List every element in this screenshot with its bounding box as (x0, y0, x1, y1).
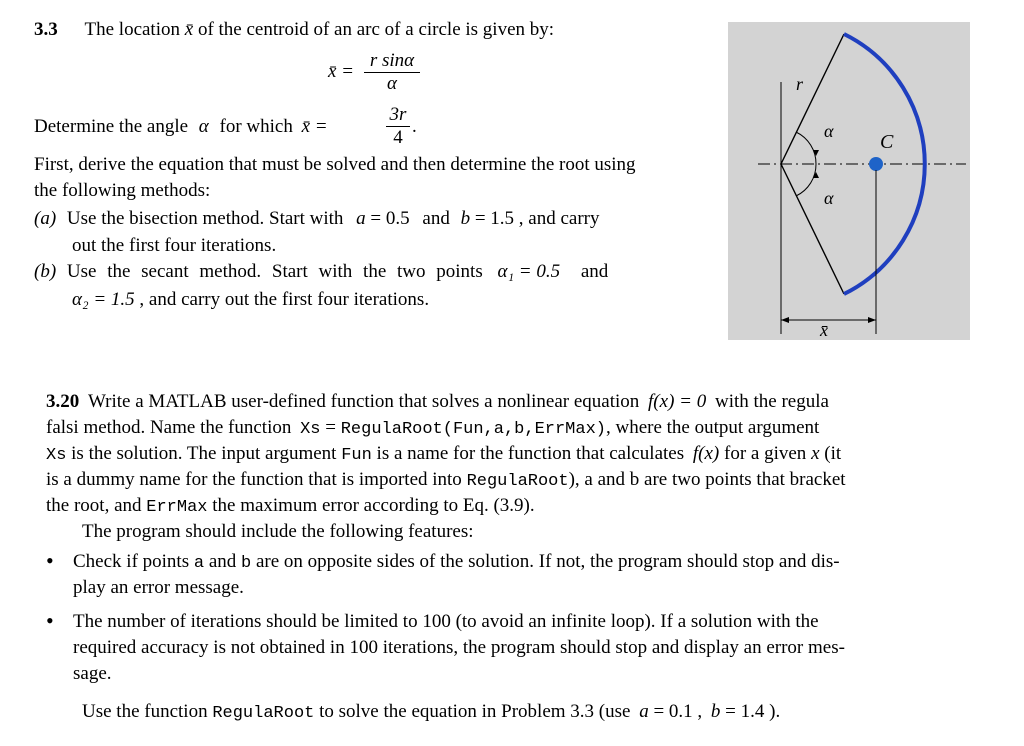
first-line-2: the following methods: (34, 180, 211, 201)
p320-l3-end: (it (824, 443, 842, 464)
label-r: r (796, 74, 804, 94)
part-b-label: (b) (34, 261, 57, 282)
p320-line-5 (46, 495, 535, 517)
part-a-label: (a) (34, 208, 57, 229)
part-b-line-2 (72, 289, 429, 311)
determine-text: Determine the angle (34, 116, 189, 137)
p320-line-4 (46, 469, 846, 491)
code-xs-2: Xs (46, 446, 67, 465)
alpha-symbol: α (198, 116, 209, 137)
xbar-symbol: x̄ (184, 19, 194, 40)
part-b-line-2-text: , and carry out the first four iterations. (139, 289, 430, 310)
code-xs: Xs (300, 420, 321, 439)
code-a: a (193, 554, 205, 573)
part-a-text: Use the bisection method. Start with (66, 208, 344, 229)
alpha1-value: α₁ = 0.5 (497, 261, 561, 282)
eq2-fraction (386, 104, 410, 149)
problem-3-3-heading (34, 19, 554, 41)
intro-text: The location (84, 19, 180, 40)
p320-l5-end: the maximum error according to Eq. (3.9). (212, 495, 535, 516)
label-alpha-bottom: α (824, 188, 834, 208)
final-var-a: a (639, 701, 649, 722)
label-alpha-top: α (824, 121, 834, 141)
p320-l1-text: Write a MATLAB user-defined function that solves a nonlinear equation (88, 391, 640, 412)
and-text-b: and (580, 261, 609, 282)
bullet-2-line-2: required accuracy is not obtained in 100 iterations, the program should stop and display an error mes- (73, 637, 845, 658)
bullet-2-dot: • (46, 608, 54, 633)
code-errmax: ErrMax (146, 498, 208, 517)
angle-arc-bottom (796, 164, 816, 196)
code-regularoot: RegulaRoot (466, 472, 569, 491)
bullet-1-dot: • (46, 548, 54, 573)
var-a: a (356, 208, 366, 229)
p320-l3-text-b: is a name for the function that calculates (376, 443, 685, 464)
problem-number-320: 3.20 (46, 391, 80, 412)
radius-top (781, 34, 844, 164)
centroid-dot (869, 157, 883, 171)
bullet-2-line-1: The number of iterations should be limited to 100 (to avoid an infinite loop). If a solution with the (73, 611, 819, 632)
equals-sign: = (325, 417, 336, 438)
p320-l1-end: with the regula (714, 391, 829, 412)
final-text-b: to solve the equation in Problem 3.3 (use (319, 701, 631, 722)
part-a-line-2: out the first four iterations. (72, 235, 277, 256)
part-b-line-1 (34, 261, 608, 283)
bullet-1-line-2: play an error message. (73, 577, 244, 598)
code-b: b (241, 554, 252, 573)
x-symbol: x (811, 443, 820, 464)
for-which-text: for which (219, 116, 293, 137)
final-text-a: Use the function (82, 701, 208, 722)
fx-symbol: f(x) (692, 443, 720, 464)
carry-text: , and carry (518, 208, 600, 229)
eq2-lhs: x̄ = (301, 116, 328, 137)
and-text: and (422, 208, 450, 229)
eq2-denominator: 4 (393, 127, 403, 148)
eq1-denominator: α (387, 73, 397, 94)
eq2-numerator: 3r (386, 104, 410, 127)
bullet-1-text-a: Check if points (73, 551, 190, 572)
part-a-line-1 (34, 208, 600, 230)
p320-l4-text: is a dummy name for the function that is imported into (46, 469, 462, 490)
final-var-b: b (710, 701, 721, 722)
eq2-end: . (412, 116, 417, 137)
bullet-1-text-b: are on opposite sides of the solution. If not, the program should stop and dis- (255, 551, 840, 572)
dim-arrow-left (781, 317, 789, 323)
p320-l2-end: , where the output argument (605, 417, 820, 438)
p320-line-3 (46, 443, 841, 465)
final-b-value: = 1.4 ). (725, 701, 781, 722)
bullet-1-line-1 (73, 551, 840, 573)
p320-line-1 (46, 391, 829, 413)
b-value: = 1.5 (474, 208, 515, 229)
final-line (82, 701, 780, 723)
radius-bottom (781, 164, 844, 294)
code-fun: Fun (341, 446, 372, 465)
eq1-lhs: x̄ = (328, 61, 355, 82)
final-a-value: = 0.1 , (653, 701, 703, 722)
alpha2-value: α₂ = 1.5 (72, 289, 135, 310)
eq1-numerator: r sinα (364, 50, 420, 73)
angle-arc-top (796, 132, 816, 164)
label-C: C (880, 131, 894, 153)
p320-line-2 (46, 417, 819, 439)
p320-l4-end: ), a and b are two points that bracket (568, 469, 846, 490)
dim-arrow-right (868, 317, 876, 323)
var-b: b (460, 208, 471, 229)
code-function-signature: RegulaRoot(Fun,a,b,ErrMax) (340, 420, 606, 439)
first-line-1: First, derive the equation that must be solved and then determine the root using (34, 154, 636, 175)
label-xbar: x̄ (820, 320, 828, 340)
a-value: = 0.5 (370, 208, 410, 229)
code-regularoot-final: RegulaRoot (212, 704, 315, 723)
determine-line (34, 116, 328, 138)
p320-l2-text: falsi method. Name the function (46, 417, 292, 438)
p320-l3-text-c: for a given (724, 443, 807, 464)
p320-l3-text: is the solution. The input argument (71, 443, 337, 464)
figure-drawing (728, 22, 970, 340)
part-b-text: Use the secant method. Start with the two points (66, 261, 483, 282)
bullet-1-and: and (208, 551, 237, 572)
problem-number: 3.3 (34, 19, 58, 40)
bullet-2-line-3: sage. (73, 663, 112, 684)
p320-line-6: The program should include the following features: (82, 521, 474, 542)
intro-end: of the centroid of an arc of a circle is given by: (197, 19, 555, 40)
centroid-figure (728, 22, 970, 340)
eq1-fraction (364, 50, 420, 95)
fx-equation: f(x) = 0 (648, 391, 707, 412)
p320-l5-text: the root, and (46, 495, 142, 516)
